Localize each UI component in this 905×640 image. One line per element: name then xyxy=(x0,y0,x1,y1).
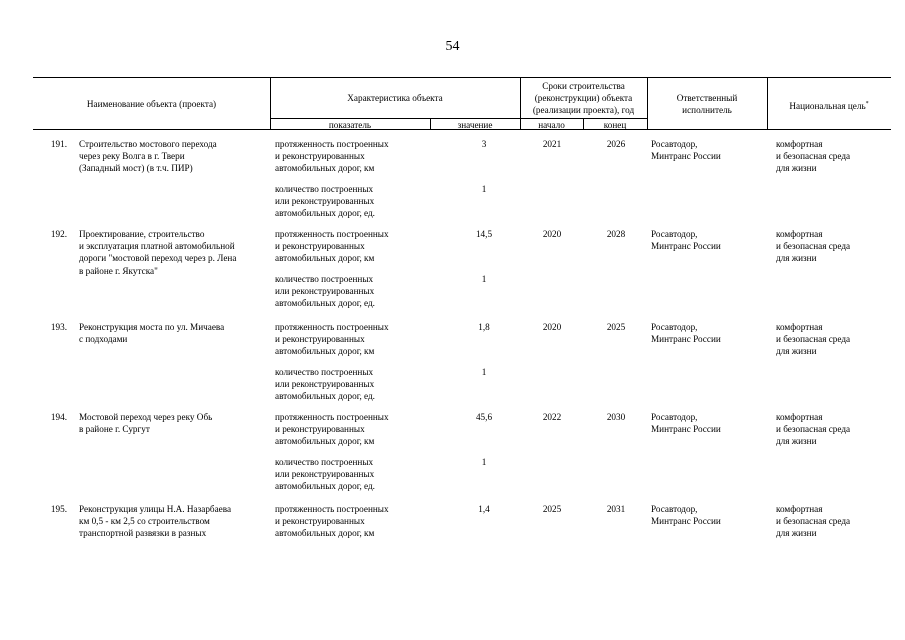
indicator-line: и реконструированных xyxy=(275,334,365,345)
end-year: 2028 xyxy=(606,229,626,239)
indicator-line: или реконструированных xyxy=(275,379,375,390)
object-name xyxy=(79,321,264,345)
indicator-line: и реконструированных xyxy=(275,516,365,527)
indicator-line: автомобильных дорог, км xyxy=(275,528,375,539)
header-start: начало xyxy=(538,120,565,130)
header-end: конец xyxy=(603,120,627,130)
indicator-line: количество построенных xyxy=(275,457,374,467)
indicator-line: или реконструированных xyxy=(275,286,375,297)
executor-line: Минтранс России xyxy=(651,516,721,527)
national-goal-line: для жизни xyxy=(776,253,817,264)
indicator xyxy=(275,321,415,358)
start-year: 2020 xyxy=(542,229,562,239)
object-name-line: Проектирование, строительство xyxy=(79,229,205,239)
indicator-line: протяженность построенных xyxy=(275,322,389,332)
executor-line: Минтранс России xyxy=(651,334,721,345)
header-terms-line: (реконструкции) объекта xyxy=(534,93,633,104)
indicator-line: или реконструированных xyxy=(275,469,375,480)
object-name xyxy=(79,138,264,175)
object-name-line: в районе г. Якутска" xyxy=(79,265,158,276)
indicator-line: или реконструированных xyxy=(275,196,375,207)
header-top-rule xyxy=(33,77,891,78)
indicator-value: 45,6 xyxy=(475,412,493,422)
start-year: 2020 xyxy=(542,322,562,332)
national-goal-line: комфортная xyxy=(776,412,823,422)
object-name-line: с подходами xyxy=(79,334,128,345)
national-goal-line: и безопасная среда xyxy=(776,424,851,435)
end-year: 2031 xyxy=(606,504,626,514)
executor-line: Росавтодор, xyxy=(651,412,698,422)
object-name-line: Строительство мостового перехода xyxy=(79,139,217,149)
national-goal-line: и безопасная среда xyxy=(776,516,851,527)
indicator-line: автомобильных дорог, км xyxy=(275,253,375,264)
national-goal xyxy=(776,228,886,265)
national-goal-line: для жизни xyxy=(776,436,817,447)
indicator-line: автомобильных дорог, ед. xyxy=(275,391,375,402)
indicator-line: автомобильных дорог, км xyxy=(275,436,375,447)
row-number: 195. xyxy=(50,504,67,514)
indicator xyxy=(275,366,415,403)
indicator xyxy=(275,228,415,265)
header-terms-line: Сроки строительства xyxy=(542,81,625,91)
indicator-value: 14,5 xyxy=(475,229,493,239)
object-name-line: и эксплуатация платной автомобильной xyxy=(79,241,235,252)
indicator-line: автомобильных дорог, км xyxy=(275,346,375,357)
object-name-line: Мостовой переход через реку Обь xyxy=(79,412,213,422)
national-goal-line: для жизни xyxy=(776,528,817,539)
executor xyxy=(651,411,756,435)
indicator-value: 1 xyxy=(481,367,487,377)
object-name-line: транспортной развязки в разных xyxy=(79,528,207,539)
national-goal-line: для жизни xyxy=(776,163,817,174)
national-goal-line: и безопасная среда xyxy=(776,334,851,345)
indicator xyxy=(275,411,415,448)
executor-line: Минтранс России xyxy=(651,151,721,162)
indicator-line: автомобильных дорог, км xyxy=(275,163,375,174)
national-goal-line: комфортная xyxy=(776,229,823,239)
end-year: 2026 xyxy=(606,139,626,149)
national-goal-line: и безопасная среда xyxy=(776,151,851,162)
indicator-line: и реконструированных xyxy=(275,241,365,252)
national-goal xyxy=(776,321,886,358)
executor xyxy=(651,228,756,252)
header-indicator: показатель xyxy=(328,120,372,130)
executor-line: Росавтодор, xyxy=(651,504,698,514)
indicator-value: 1 xyxy=(481,274,487,284)
header-goal xyxy=(767,98,891,112)
executor xyxy=(651,321,756,345)
header-executor-line: Ответственный xyxy=(676,93,738,103)
header-terms-line: (реализации проекта), год xyxy=(532,105,635,116)
indicator-line: автомобильных дорог, ед. xyxy=(275,208,375,219)
national-goal xyxy=(776,411,886,448)
row-number: 192. xyxy=(50,229,67,239)
indicator-line: количество построенных xyxy=(275,184,374,194)
executor-line: Минтранс России xyxy=(651,424,721,435)
indicator-line: протяженность построенных xyxy=(275,504,389,514)
end-year: 2030 xyxy=(606,412,626,422)
indicator-line: количество построенных xyxy=(275,367,374,377)
end-year: 2025 xyxy=(606,322,626,332)
indicator-line: количество построенных xyxy=(275,274,374,284)
national-goal-line: комфортная xyxy=(776,504,823,514)
indicator-line: автомобильных дорог, ед. xyxy=(275,298,375,309)
indicator xyxy=(275,456,415,493)
indicator-line: автомобильных дорог, ед. xyxy=(275,481,375,492)
indicator xyxy=(275,183,415,220)
object-name xyxy=(79,503,264,540)
indicator-line: и реконструированных xyxy=(275,424,365,435)
footnote-mark: * xyxy=(865,101,869,107)
header-name: Наименование объекта (проекта) xyxy=(86,99,217,109)
row-number: 194. xyxy=(50,412,67,422)
indicator xyxy=(275,273,415,310)
executor xyxy=(651,138,756,162)
page-number: 54 xyxy=(445,39,460,54)
indicator-value: 1 xyxy=(481,184,487,194)
row-number: 191. xyxy=(50,139,67,149)
indicator-line: и реконструированных xyxy=(275,151,365,162)
indicator xyxy=(275,503,415,540)
executor-line: Минтранс России xyxy=(651,241,721,252)
object-name-line: км 0,5 - км 2,5 со строительством xyxy=(79,516,210,527)
object-name xyxy=(79,411,264,435)
start-year: 2021 xyxy=(542,139,562,149)
indicator-value: 1,8 xyxy=(478,322,490,332)
object-name-line: дороги "мостовой переход через р. Лена xyxy=(79,253,237,264)
start-year: 2022 xyxy=(542,412,562,422)
start-year: 2025 xyxy=(542,504,562,514)
indicator xyxy=(275,138,415,175)
indicator-line: протяженность построенных xyxy=(275,139,389,149)
object-name xyxy=(79,228,264,277)
indicator-value: 1 xyxy=(481,457,487,467)
header-characteristic: Характеристика объекта xyxy=(347,93,443,103)
national-goal-line: комфортная xyxy=(776,322,823,332)
indicator-line: протяженность построенных xyxy=(275,412,389,422)
indicator-line: протяженность построенных xyxy=(275,229,389,239)
executor-line: Росавтодор, xyxy=(651,139,698,149)
indicator-value: 3 xyxy=(481,139,487,149)
header-value: значение xyxy=(457,120,493,130)
executor xyxy=(651,503,756,527)
object-name-line: через реку Волга в г. Твери xyxy=(79,151,185,162)
national-goal-line: для жизни xyxy=(776,346,817,357)
object-name-line: в районе г. Сургут xyxy=(79,424,150,435)
object-name-line: (Западный мост) (в т.ч. ПИР) xyxy=(79,163,193,174)
header-executor-line: исполнитель xyxy=(682,105,732,116)
object-name-line: Реконструкция улицы Н.А. Назарбаева xyxy=(79,504,232,514)
national-goal xyxy=(776,503,886,540)
national-goal-line: и безопасная среда xyxy=(776,241,851,252)
row-number: 193. xyxy=(50,322,67,332)
national-goal xyxy=(776,138,886,175)
national-goal-line: комфортная xyxy=(776,139,823,149)
executor-line: Росавтодор, xyxy=(651,322,698,332)
header-executor xyxy=(647,92,767,116)
indicator-value: 1,4 xyxy=(478,504,490,514)
executor-line: Росавтодор, xyxy=(651,229,698,239)
object-name-line: Реконструкция моста по ул. Мичаева xyxy=(79,322,225,332)
header-terms xyxy=(520,80,647,117)
header-goal-text: Национальная цель xyxy=(789,101,866,112)
